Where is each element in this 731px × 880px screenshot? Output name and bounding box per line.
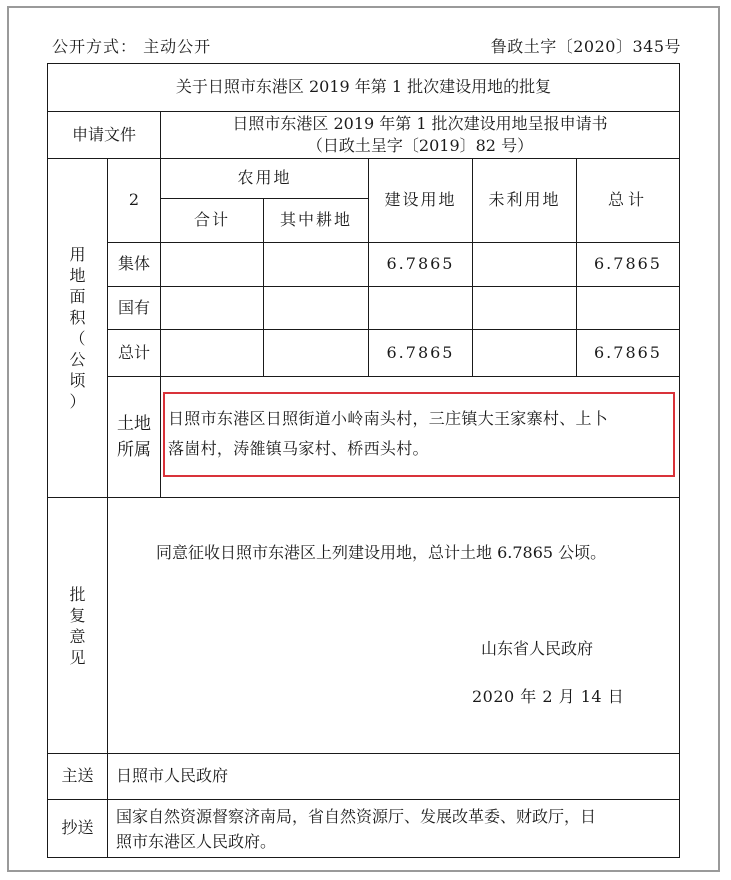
ownership-line-2: 落崮村，涛雒镇马家村、桥西头村。 xyxy=(168,439,429,458)
application-line-2: （日政土呈字〔2019〕82 号） xyxy=(306,136,534,155)
row-collective-construction: 6.7865 xyxy=(386,254,455,274)
row-collective-subtotal xyxy=(161,243,263,286)
main-recipient-label: 主送 xyxy=(61,766,94,786)
row-state-unused xyxy=(473,287,576,329)
approval-date: 2020 年 2 月 14 日 xyxy=(472,687,625,706)
row-total-cultivated xyxy=(264,330,368,376)
row-collective-cultivated xyxy=(264,243,368,286)
col-cultivated: 其中耕地 xyxy=(279,210,352,230)
cc-line-1: 国家自然资源督察济南局，省自然资源厅、发展改革委、财政厅，日 xyxy=(116,807,597,826)
row-state-total xyxy=(577,287,679,329)
cc-recipients xyxy=(116,804,678,854)
row-total-unused xyxy=(473,330,576,376)
cc-label: 抄送 xyxy=(61,818,94,838)
approval-label: 批 复 意 见 xyxy=(69,584,86,667)
col-unused: 未利用地 xyxy=(488,190,561,210)
row-total-label: 总计 xyxy=(117,342,150,362)
highlight-box xyxy=(163,392,675,477)
table-corner-number: 2 xyxy=(128,190,140,210)
row-total-construction: 6.7865 xyxy=(386,342,455,362)
application-document xyxy=(161,112,679,158)
document-number: 鲁政土字〔2020〕345号 xyxy=(490,37,681,56)
land-area-section-label: 用 地 面 积 （ 公 顷 ） xyxy=(69,245,86,411)
main-recipient-value: 日照市人民政府 xyxy=(116,766,229,786)
col-subtotal: 合计 xyxy=(193,210,230,230)
cc-line-2: 照市东港区人民政府。 xyxy=(116,832,277,851)
row-total-total: 6.7865 xyxy=(594,342,662,362)
row-state-construction xyxy=(369,287,472,329)
row-collective-unused xyxy=(473,243,576,286)
col-total: 总计 xyxy=(607,190,648,210)
approval-text: 同意征收日照市东港区上列建设用地，总计土地 6.7865 公顷。 xyxy=(156,543,607,562)
row-state-cultivated xyxy=(264,287,368,329)
row-total-subtotal xyxy=(161,330,263,376)
row-collective-label: 集体 xyxy=(117,254,150,274)
approval-issuer: 山东省人民政府 xyxy=(481,639,594,658)
ownership-label: 土地 所属 xyxy=(117,414,151,460)
col-construction: 建设用地 xyxy=(384,190,457,210)
col-agricultural: 农用地 xyxy=(237,168,292,188)
disclosure-mode: 公开方式： 主动公开 xyxy=(52,37,212,56)
ownership-line-1: 日照市东港区日照街道小岭南头村，三庄镇大王家寨村、上卜 xyxy=(168,409,609,428)
row-state-label: 国有 xyxy=(117,297,150,317)
application-label: 申请文件 xyxy=(71,124,136,144)
row-state-subtotal xyxy=(161,287,263,329)
row-collective-total: 6.7865 xyxy=(594,254,662,274)
document-title: 关于日照市东港区 2019 年第 1 批次建设用地的批复 xyxy=(175,77,552,97)
application-line-1: 日照市东港区 2019 年第 1 批次建设用地呈报申请书 xyxy=(232,114,608,133)
